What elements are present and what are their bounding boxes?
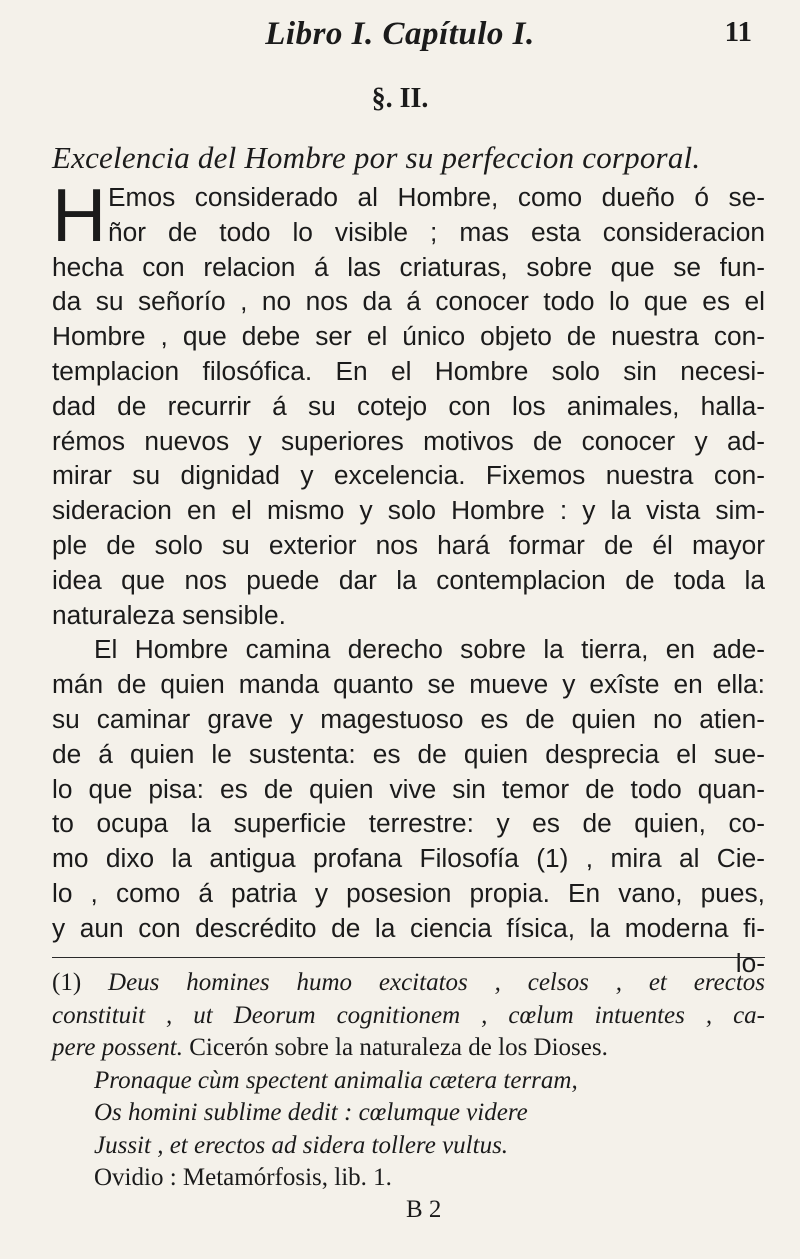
footnote xyxy=(52,967,765,1195)
page-number: 11 xyxy=(724,16,752,48)
verse-line: Jussit , et erectos ad sidera tollere vultus. xyxy=(94,1131,509,1159)
text-line: rémos nuevos y superiores motivos de conocer y ad- xyxy=(52,425,765,456)
text-line: to ocupa la superficie terrestre: y es de quien, co- xyxy=(52,808,765,839)
footnote-citation: Cicerón sobre la naturaleza de los Dioses. xyxy=(189,1034,608,1061)
running-head-title: Libro I. Capítulo I. xyxy=(265,16,535,52)
footnote-latin: constituit , ut Deorum cognitionem , cœlum intuentes , ca- xyxy=(52,1001,765,1029)
footnote-verse xyxy=(52,1065,765,1098)
body-text xyxy=(52,173,765,980)
text-line: mirar su dignidad y excelencia. Fixemos nuestra con- xyxy=(52,460,765,491)
footnote-line xyxy=(52,1032,765,1065)
text-line: de á quien le sustenta: es de quien desprecia el sue- xyxy=(52,738,765,769)
footnote-marker: (1) xyxy=(52,969,82,996)
section-title: Excelencia del Hombre por su perfeccion corporal. xyxy=(52,140,701,175)
drop-cap: H xyxy=(52,173,105,257)
verse-line: Pronaque cùm spectent animalia cætera terram, xyxy=(94,1066,578,1094)
text-line: hecha con relacion á las criaturas, sobre que se fun- xyxy=(52,251,765,282)
text-line: Hombre , que debe ser el único objeto de nuestra con- xyxy=(52,321,765,352)
footnote-verse xyxy=(52,1097,765,1130)
text-line: El Hombre camina derecho sobre la tierra, en ade- xyxy=(94,634,765,665)
printer-signature: B 2 xyxy=(406,1196,442,1223)
opening-paragraph xyxy=(52,173,765,632)
running-head xyxy=(0,16,800,56)
footnote-rule xyxy=(52,957,765,958)
text-line: mo dixo la antigua profana Filosofía (1) , mira al Cie- xyxy=(52,843,765,874)
second-paragraph xyxy=(52,632,765,980)
text-line: templacion filosófica. En el Hombre solo sin necesi- xyxy=(52,355,765,386)
footnote-verse xyxy=(52,1130,765,1163)
text-line: da su señorío , no nos da á conocer todo lo que es el xyxy=(52,286,765,317)
text-line: mán de quien manda quanto se mueve y exîste en ella: xyxy=(52,669,765,700)
footnote-line xyxy=(52,1000,765,1033)
text-line: y aun con descrédito de la ciencia física, la moderna fi- xyxy=(52,912,765,943)
footnote-line xyxy=(52,967,765,1000)
footnote-latin: Deus homines humo excitatos , celsos , et erectos xyxy=(108,969,765,996)
text-line: naturaleza sensible. xyxy=(52,599,286,630)
section-number: §. II. xyxy=(371,83,429,114)
text-line: dad de recurrir á su cotejo con los animales, halla- xyxy=(52,390,765,421)
text-line: su caminar grave y magestuoso es de quien no atien- xyxy=(52,703,765,734)
verse-line: Os homini sublime dedit : cœlumque videre xyxy=(94,1099,528,1126)
text-line: lo , como á patria y posesion propia. En vano, pues, xyxy=(52,877,765,908)
footnote-source: Ovidio : Metamórfosis, lib. 1. xyxy=(94,1164,392,1191)
text-line: Emos considerado al Hombre, como dueño ó se- xyxy=(108,182,765,212)
text-line: idea que nos puede dar la contemplacion de toda la xyxy=(52,564,765,595)
text-line: lo que pisa: es de quien vive sin temor de todo quan- xyxy=(52,773,765,804)
text-line: sideracion en el mismo y solo Hombre : y la vista sim- xyxy=(52,495,765,526)
footnote-latin: pere possent. xyxy=(52,1034,183,1061)
text-line: ñor de todo lo visible ; mas esta consideracion xyxy=(108,216,765,247)
text-line: ple de solo su exterior nos hará formar de él mayor xyxy=(52,529,765,560)
catchword: lo- xyxy=(735,947,765,978)
